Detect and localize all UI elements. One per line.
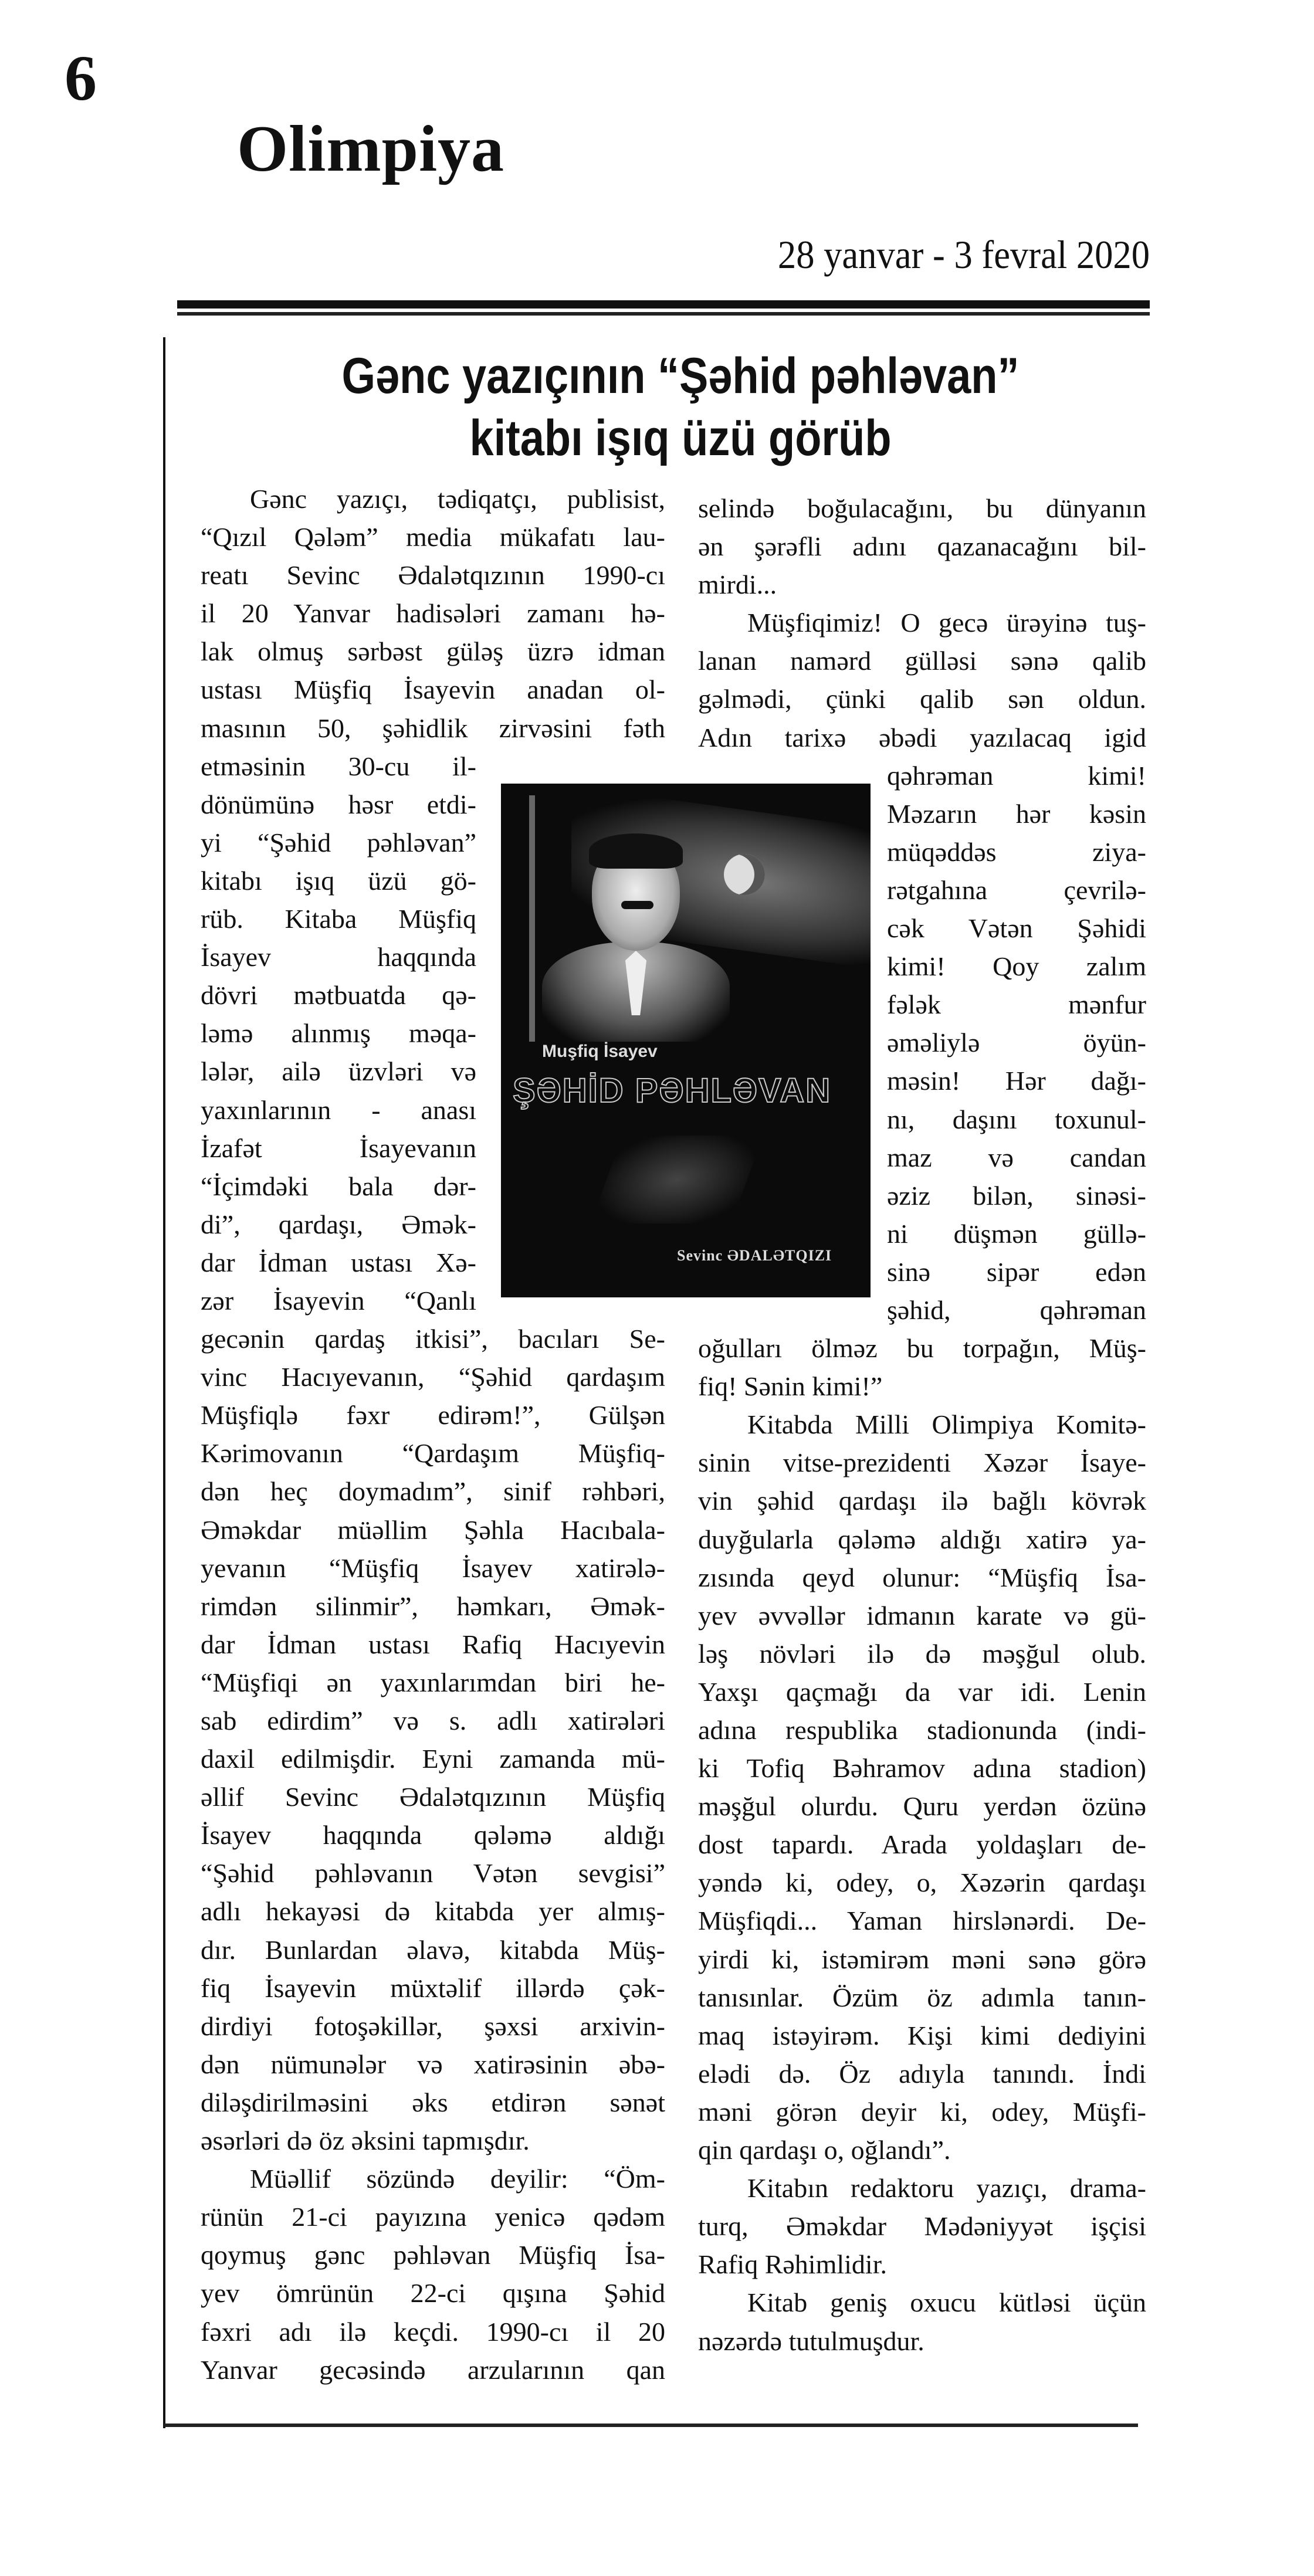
text-line: rüb. Kitaba Müşfiq xyxy=(201,904,476,934)
article-column-right xyxy=(698,489,1146,2360)
article-bottom-rule xyxy=(164,2424,1138,2427)
text-line: qəhrəman kimi! xyxy=(887,760,1146,791)
text-line: fəxri adı ilə keçdi. 1990-cı il 20 xyxy=(201,2316,665,2347)
text-line: selində boğulacağını, bu dünyanın xyxy=(698,493,1146,523)
text-line: Gənc yazıçı, tədiqatçı, publisist, xyxy=(250,484,665,514)
cover-title: ŞƏHİD PƏHLƏVAN xyxy=(513,1072,832,1110)
text-line: adlı hekayəsi də kitabda yer almış- xyxy=(201,1896,665,1927)
text-line: rətgahına çevrilə- xyxy=(887,875,1146,905)
text-line: yi “Şəhid pəhləvan” xyxy=(201,827,476,857)
text-line: oğulları ölməz bu torpağın, Müş- xyxy=(698,1333,1146,1364)
text-line: maq istəyirəm. Kişi kimi dediyini xyxy=(698,2020,1146,2050)
text-line: gecənin qardaş itkisi”, bacıları Se- xyxy=(201,1324,665,1354)
text-line: Müəllif sözündə deyilir: “Öm- xyxy=(250,2164,665,2194)
text-line: yev əvvəllər idmanın karate və gü- xyxy=(698,1600,1146,1631)
header-rule-thin xyxy=(177,312,1150,316)
text-line: əməliylə öyün- xyxy=(887,1028,1146,1058)
text-line: dən heç doymadım”, sinif rəhbəri, xyxy=(201,1476,665,1507)
text-line: sinin vitse-prezidenti Xəzər İsaye- xyxy=(698,1448,1146,1478)
text-line: lak olmuş sərbəst güləş üzrə idman xyxy=(201,636,665,667)
text-line: İsayev haqqında xyxy=(201,942,476,972)
article-column-left xyxy=(201,480,665,2389)
text-line: cək Vətən Şəhidi xyxy=(887,913,1146,944)
text-line: müqəddəs ziya- xyxy=(887,836,1146,867)
text-line: Kitab geniş oxucu kütləsi üçün xyxy=(747,2287,1146,2318)
text-line: dirdiyi fotoşəkillər, şəxsi arxivin- xyxy=(201,2011,665,2041)
portrait-mustache xyxy=(621,901,653,909)
text-line: ləş növləri ilə də məşğul olub. xyxy=(698,1638,1146,1669)
text-line: dost tapardı. Arada yoldaşları de- xyxy=(698,1829,1146,1860)
text-line: duyğularla qələmə aldığı xatirə ya- xyxy=(698,1524,1146,1554)
article-headline xyxy=(246,345,1114,469)
text-line: ən şərəfli adını qazanacağını bil- xyxy=(698,531,1146,562)
text-line: qin qardaşı o, oğlandı”. xyxy=(698,2135,951,2165)
text-line: ləmə alınmış məqa- xyxy=(201,1018,476,1049)
text-line: fiq İsayevin müxtəlif illərdə çək- xyxy=(201,1972,665,2003)
text-line: İzafət İsayevanın xyxy=(201,1133,476,1163)
text-line: daxil edilmişdir. Eyni zamanda mü- xyxy=(201,1744,665,1774)
text-line: sinə sipər edən xyxy=(887,1256,1146,1287)
book-cover-image xyxy=(501,784,871,1297)
text-line: kitabı işıq üzü gö- xyxy=(201,865,476,896)
newspaper-masthead: Olimpiya xyxy=(237,113,505,185)
text-line: əsərləri də öz əksini tapmışdır. xyxy=(201,2126,530,2156)
text-line: “Müşfiqi ən yaxınlarımdan biri he- xyxy=(201,1667,665,1697)
wrestler-silhouette xyxy=(591,1136,764,1223)
text-line: məşğul olurdu. Quru yerdən özünə xyxy=(698,1791,1146,1822)
text-line: dar İdman ustası Rafiq Hacıyevin xyxy=(201,1629,665,1659)
headline-line: Gənc yazıçının “Şəhid pəhləvan” xyxy=(341,348,1020,404)
text-line: məni görən deyir ki, odey, Müşfi- xyxy=(698,2096,1146,2127)
text-line: lanan namərd gülləsi sənə qalib xyxy=(698,646,1146,676)
text-line: nəzərdə tutulmuşdur. xyxy=(698,2326,924,2356)
text-line: diləşdirilməsini əks etdirən sənət xyxy=(201,2087,665,2117)
text-line: zısında qeyd olunur: “Müşfiq İsa- xyxy=(698,1562,1146,1592)
cover-subject-name: Muşfiq İsayev xyxy=(542,1042,658,1061)
text-line: ni düşmən güllə- xyxy=(887,1218,1146,1249)
text-line: zər İsayevin “Qanlı xyxy=(201,1285,476,1316)
text-line: yev ömrünün 22-ci qışına Şəhid xyxy=(201,2278,665,2309)
text-line: ustası Müşfiq İsayevin anadan ol- xyxy=(201,674,665,705)
text-line: Məzarın hər kəsin xyxy=(887,798,1146,829)
text-line: əllif Sevinc Ədalətqızının Müşfiq xyxy=(201,1782,665,1812)
text-line: tanısınlar. Özüm öz adımla tanın- xyxy=(698,1982,1146,2012)
text-line: vinc Hacıyevanın, “Şəhid qardaşım xyxy=(201,1362,665,1392)
text-line: yevanın “Müşfiq İsayev xatirələ- xyxy=(201,1553,665,1583)
text-line: fiq! Sənin kimi!” xyxy=(698,1371,883,1402)
header-rule-thick xyxy=(177,300,1150,309)
text-line: qoymuş gənc pəhləvan Müşfiq İsa- xyxy=(201,2240,665,2270)
text-line: “Şəhid pəhləvanın Vətən sevgisi” xyxy=(201,1858,665,1889)
text-line: Müşfiqlə fəxr edirəm!”, Gülşən xyxy=(201,1400,665,1431)
text-line: əziz bilən, sinəsi- xyxy=(887,1180,1146,1211)
text-line: turq, Əməkdar Mədəniyyət işçisi xyxy=(698,2211,1146,2242)
text-line: elədi də. Öz adıyla tanındı. İndi xyxy=(698,2058,1146,2089)
flag-pole xyxy=(529,795,535,1042)
text-line: dar İdman ustası Xə- xyxy=(201,1247,476,1277)
text-line: dönümünə həsr etdi- xyxy=(201,789,476,819)
text-line: Kərimovanın “Qardaşım Müşfiq- xyxy=(201,1438,665,1469)
text-line: Əməkdar müəllim Şəhla Hacıbala- xyxy=(201,1514,665,1545)
text-line: Kitabın redaktoru yazıçı, drama- xyxy=(747,2173,1146,2204)
text-line: dır. Bunlardan əlavə, kitabda Müş- xyxy=(201,1934,665,1965)
text-line: rünün 21-ci payızına yenicə qədəm xyxy=(201,2202,665,2232)
text-line: yirdi ki, istəmirəm məni sənə görə xyxy=(698,1944,1146,1974)
text-line: rimdən silinmir”, həmkarı, Əmək- xyxy=(201,1591,665,1621)
text-line: məsin! Hər dağı- xyxy=(887,1066,1146,1096)
text-line: Müşfiqimiz! O gecə ürəyinə tuş- xyxy=(747,608,1146,638)
text-line: vin şəhid qardaşı ilə bağlı kövrək xyxy=(698,1486,1146,1516)
text-line: Kitabda Milli Olimpiya Komitə- xyxy=(747,1409,1146,1440)
page-number: 6 xyxy=(65,42,97,114)
text-line: lələr, ailə üzvləri və xyxy=(201,1056,476,1087)
portrait-hair xyxy=(589,833,683,869)
cover-author: Sevinc ƏDALƏTQIZI xyxy=(677,1247,832,1264)
text-line: il 20 Yanvar hadisələri zamanı hə- xyxy=(201,598,665,629)
text-line: dən nümunələr və xatirəsinin əbə- xyxy=(201,2049,665,2079)
text-line: Yaxşı qaçmağı da var idi. Lenin xyxy=(698,1676,1146,1707)
text-line: Yanvar gecəsində arzularının qan xyxy=(201,2354,665,2385)
text-line: kimi! Qoy zalım xyxy=(887,951,1146,982)
text-line: dövri mətbuatda qə- xyxy=(201,980,476,1011)
text-line: yaxınlarının - anası xyxy=(201,1094,476,1125)
text-line: gəlmədi, çünki qalib sən oldun. xyxy=(698,684,1146,714)
text-line: Müşfiqdi... Yaman hirslənərdi. De- xyxy=(698,1906,1146,1936)
text-line: etməsinin 30-cu il- xyxy=(201,751,476,781)
text-line: Adın tarixə əbədi yazılacaq igid xyxy=(698,722,1146,753)
text-line: ki Tofiq Bəhramov adına stadion) xyxy=(698,1753,1146,1784)
text-line: Rafiq Rəhimlidir. xyxy=(698,2249,887,2280)
crescent-icon xyxy=(724,854,765,895)
text-line: adına respublika stadionunda (indi- xyxy=(698,1715,1146,1745)
text-line: di”, qardaşı, Əmək- xyxy=(201,1209,476,1239)
issue-date: 28 yanvar - 3 fevral 2020 xyxy=(777,232,1150,277)
headline-line: kitabı işıq üzü görüb xyxy=(469,410,892,466)
text-line: reatı Sevinc Ədalətqızının 1990-cı xyxy=(201,560,665,591)
article-left-border xyxy=(163,337,165,2428)
text-line: şəhid, qəhrəman xyxy=(887,1294,1146,1325)
text-line: “İçimdəki bala dər- xyxy=(201,1171,476,1201)
text-line: yəndə ki, odey, o, Xəzərin qardaşı xyxy=(698,1867,1146,1898)
text-line: nı, daşını toxunul- xyxy=(887,1104,1146,1134)
text-line: sab edirdim” və s. adlı xatirələri xyxy=(201,1706,665,1736)
text-line: masının 50, şəhidlik zirvəsini fəth xyxy=(201,713,665,743)
text-line: maz və candan xyxy=(887,1142,1146,1172)
text-line: mirdi... xyxy=(698,570,777,600)
text-line: İsayev haqqında qələmə aldığı xyxy=(201,1820,665,1850)
text-line: “Qızıl Qələm” media mükafatı lau- xyxy=(201,522,665,553)
text-line: fələk mənfur xyxy=(887,989,1146,1020)
